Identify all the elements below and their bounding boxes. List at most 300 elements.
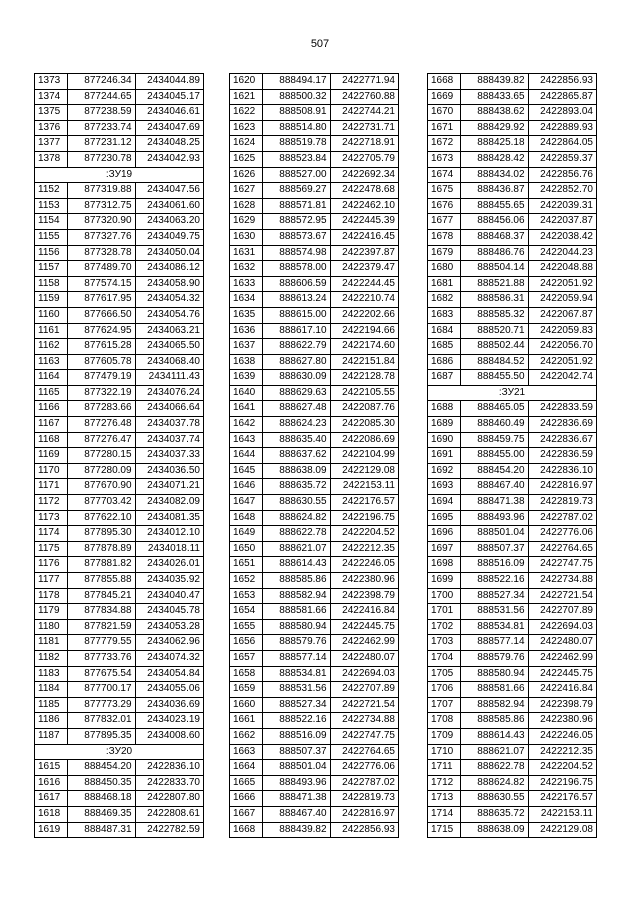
- y-coordinate: 2422397.87: [330, 245, 398, 261]
- x-coordinate: 888493.96: [461, 510, 528, 526]
- x-coordinate: 888534.81: [263, 666, 330, 682]
- point-number: 1173: [35, 510, 68, 526]
- table-row: [230, 323, 399, 339]
- y-coordinate: 2422836.10: [528, 463, 596, 479]
- point-number: 1653: [230, 588, 263, 604]
- point-number: 1651: [230, 557, 263, 573]
- table-row: [230, 479, 399, 495]
- y-coordinate: 2434047.56: [135, 183, 203, 199]
- point-number: 1667: [230, 806, 263, 822]
- x-coordinate: 888469.35: [68, 806, 135, 822]
- x-coordinate: 888471.38: [263, 791, 330, 807]
- table-row: [230, 510, 399, 526]
- point-number: 1634: [230, 292, 263, 308]
- x-coordinate: 877670.90: [68, 479, 135, 495]
- x-coordinate: 888527.34: [461, 588, 528, 604]
- point-number: 1673: [428, 151, 461, 167]
- y-coordinate: 2422128.78: [330, 370, 398, 386]
- x-coordinate: 888516.09: [263, 728, 330, 744]
- y-coordinate: 2422153.11: [528, 806, 596, 822]
- point-number: 1714: [428, 806, 461, 822]
- x-coordinate: 888638.09: [263, 463, 330, 479]
- x-coordinate: 888487.31: [68, 822, 135, 838]
- point-number: 1677: [428, 214, 461, 230]
- y-coordinate: 2422787.02: [330, 775, 398, 791]
- point-number: 1648: [230, 510, 263, 526]
- y-coordinate: 2422731.71: [330, 120, 398, 136]
- y-coordinate: 2422480.07: [528, 635, 596, 651]
- x-coordinate: 877773.29: [68, 697, 135, 713]
- y-coordinate: 2422445.75: [330, 619, 398, 635]
- y-coordinate: 2422734.88: [528, 573, 596, 589]
- table-row: [35, 526, 204, 542]
- y-coordinate: 2422776.06: [528, 526, 596, 542]
- x-coordinate: 888534.81: [461, 619, 528, 635]
- point-number: 1178: [35, 588, 68, 604]
- point-number: 1624: [230, 136, 263, 152]
- point-number: 1647: [230, 495, 263, 511]
- x-coordinate: 888467.40: [263, 806, 330, 822]
- point-number: 1670: [428, 105, 461, 121]
- x-coordinate: 888450.35: [68, 775, 135, 791]
- y-coordinate: 2434053.28: [135, 619, 203, 635]
- x-coordinate: 888622.79: [263, 339, 330, 355]
- x-coordinate: 877821.59: [68, 619, 135, 635]
- table-row: [428, 89, 597, 105]
- point-number: 1642: [230, 417, 263, 433]
- table-row: [428, 463, 597, 479]
- y-coordinate: 2422694.03: [528, 619, 596, 635]
- point-number: 1374: [35, 89, 68, 105]
- y-coordinate: 2422764.65: [330, 744, 398, 760]
- table-row: [428, 510, 597, 526]
- point-number: 1168: [35, 432, 68, 448]
- point-number: 1616: [35, 775, 68, 791]
- y-coordinate: 2422836.59: [528, 448, 596, 464]
- point-number: 1656: [230, 635, 263, 651]
- point-number: 1157: [35, 261, 68, 277]
- x-coordinate: 888531.56: [461, 604, 528, 620]
- y-coordinate: 2422151.84: [330, 354, 398, 370]
- point-number: 1693: [428, 479, 461, 495]
- y-coordinate: 2422176.57: [528, 791, 596, 807]
- point-number: 1699: [428, 573, 461, 589]
- point-number: 1154: [35, 214, 68, 230]
- y-coordinate: 2422747.75: [528, 557, 596, 573]
- y-coordinate: 2422087.76: [330, 401, 398, 417]
- y-coordinate: 2422462.10: [330, 198, 398, 214]
- point-number: 1664: [230, 760, 263, 776]
- y-coordinate: 2422819.73: [330, 791, 398, 807]
- x-coordinate: 888454.20: [461, 463, 528, 479]
- table-row: [35, 448, 204, 464]
- table-row: [35, 401, 204, 417]
- y-coordinate: 2422380.96: [330, 573, 398, 589]
- table-row: [230, 229, 399, 245]
- point-number: 1658: [230, 666, 263, 682]
- y-coordinate: 2434048.25: [135, 136, 203, 152]
- y-coordinate: 2434045.78: [135, 604, 203, 620]
- y-coordinate: 2422210.74: [330, 292, 398, 308]
- point-number: 1162: [35, 339, 68, 355]
- table-row: [230, 822, 399, 838]
- table-row: [230, 448, 399, 464]
- table-row: [230, 760, 399, 776]
- section-label: :ЗУ19: [35, 167, 204, 183]
- point-number: 1643: [230, 432, 263, 448]
- x-coordinate: 888454.20: [68, 760, 135, 776]
- y-coordinate: 2434012.10: [135, 526, 203, 542]
- point-number: 1155: [35, 229, 68, 245]
- y-coordinate: 2422044.23: [528, 245, 596, 261]
- table-row: [230, 682, 399, 698]
- table-row: [428, 183, 597, 199]
- table-row: [35, 198, 204, 214]
- table-row: [428, 448, 597, 464]
- point-number: 1177: [35, 573, 68, 589]
- x-coordinate: 888523.84: [263, 151, 330, 167]
- point-number: 1678: [428, 229, 461, 245]
- table-row: [230, 791, 399, 807]
- x-coordinate: 888468.18: [68, 791, 135, 807]
- x-coordinate: 888577.14: [263, 650, 330, 666]
- point-number: 1696: [428, 526, 461, 542]
- point-number: 1668: [230, 822, 263, 838]
- y-coordinate: 2422764.65: [528, 541, 596, 557]
- x-coordinate: 877489.70: [68, 261, 135, 277]
- x-coordinate: 888459.75: [461, 432, 528, 448]
- x-coordinate: 888613.24: [263, 292, 330, 308]
- x-coordinate: 888614.43: [263, 557, 330, 573]
- table-row: [428, 276, 597, 292]
- point-number: 1633: [230, 276, 263, 292]
- point-number: 1622: [230, 105, 263, 121]
- x-coordinate: 888585.86: [263, 573, 330, 589]
- x-coordinate: 877895.35: [68, 728, 135, 744]
- table-row: [35, 307, 204, 323]
- table-row: [35, 89, 204, 105]
- table-row: [230, 339, 399, 355]
- point-number: 1686: [428, 354, 461, 370]
- y-coordinate: 2422042.74: [528, 370, 596, 386]
- table-row: [428, 74, 597, 90]
- y-coordinate: 2422816.97: [528, 479, 596, 495]
- x-coordinate: 877233.74: [68, 120, 135, 136]
- x-coordinate: 888438.62: [461, 105, 528, 121]
- x-coordinate: 888514.80: [263, 120, 330, 136]
- table-row: [230, 666, 399, 682]
- y-coordinate: 2434054.76: [135, 307, 203, 323]
- point-number: 1668: [428, 74, 461, 90]
- point-number: 1697: [428, 541, 461, 557]
- table-row: [428, 401, 597, 417]
- point-number: 1671: [428, 120, 461, 136]
- x-coordinate: 888465.05: [461, 401, 528, 417]
- point-number: 1676: [428, 198, 461, 214]
- y-coordinate: 2422204.52: [330, 526, 398, 542]
- x-coordinate: 877605.78: [68, 354, 135, 370]
- point-number: 1692: [428, 463, 461, 479]
- x-coordinate: 877320.90: [68, 214, 135, 230]
- y-coordinate: 2434023.19: [135, 713, 203, 729]
- x-coordinate: 888573.67: [263, 229, 330, 245]
- x-coordinate: 888585.86: [461, 713, 528, 729]
- y-coordinate: 2422398.79: [330, 588, 398, 604]
- y-coordinate: 2434074.32: [135, 650, 203, 666]
- y-coordinate: 2434037.74: [135, 432, 203, 448]
- point-number: 1615: [35, 760, 68, 776]
- table-row: [428, 214, 597, 230]
- x-coordinate: 888635.72: [461, 806, 528, 822]
- x-coordinate: 888504.14: [461, 261, 528, 277]
- table-row: [428, 760, 597, 776]
- x-coordinate: 888624.82: [263, 510, 330, 526]
- table-row: [428, 806, 597, 822]
- x-coordinate: 888635.40: [263, 432, 330, 448]
- x-coordinate: 877238.59: [68, 105, 135, 121]
- x-coordinate: 888429.92: [461, 120, 528, 136]
- y-coordinate: 2422865.87: [528, 89, 596, 105]
- y-coordinate: 2434040.47: [135, 588, 203, 604]
- point-number: 1629: [230, 214, 263, 230]
- point-number: 1669: [428, 89, 461, 105]
- x-coordinate: 888627.48: [263, 401, 330, 417]
- x-coordinate: 877322.19: [68, 385, 135, 401]
- y-coordinate: 2422707.89: [528, 604, 596, 620]
- section-row: [428, 385, 597, 401]
- point-number: 1694: [428, 495, 461, 511]
- y-coordinate: 2422856.93: [528, 74, 596, 90]
- y-coordinate: 2422776.06: [330, 760, 398, 776]
- y-coordinate: 2434036.50: [135, 463, 203, 479]
- point-number: 1167: [35, 417, 68, 433]
- point-number: 1639: [230, 370, 263, 386]
- table-row: [428, 635, 597, 651]
- table-row: [230, 495, 399, 511]
- y-coordinate: 2422734.88: [330, 713, 398, 729]
- y-coordinate: 2422104.99: [330, 448, 398, 464]
- y-coordinate: 2434026.01: [135, 557, 203, 573]
- x-coordinate: 888621.07: [461, 744, 528, 760]
- y-coordinate: 2422048.88: [528, 261, 596, 277]
- table-row: [35, 151, 204, 167]
- point-number: 1635: [230, 307, 263, 323]
- x-coordinate: 888630.09: [263, 370, 330, 386]
- y-coordinate: 2434063.20: [135, 214, 203, 230]
- table-row: [230, 635, 399, 651]
- x-coordinate: 888455.00: [461, 448, 528, 464]
- x-coordinate: 888577.14: [461, 635, 528, 651]
- x-coordinate: 888630.55: [461, 791, 528, 807]
- table-row: [230, 214, 399, 230]
- y-coordinate: 2434062.96: [135, 635, 203, 651]
- point-number: 1174: [35, 526, 68, 542]
- y-coordinate: 2434066.64: [135, 401, 203, 417]
- x-coordinate: 888627.80: [263, 354, 330, 370]
- point-number: 1665: [230, 775, 263, 791]
- x-coordinate: 888467.40: [461, 479, 528, 495]
- x-coordinate: 877283.66: [68, 401, 135, 417]
- point-number: 1376: [35, 120, 68, 136]
- table-row: [230, 198, 399, 214]
- point-number: 1187: [35, 728, 68, 744]
- point-number: 1626: [230, 167, 263, 183]
- point-number: 1654: [230, 604, 263, 620]
- point-number: 1175: [35, 541, 68, 557]
- table-row: [35, 635, 204, 651]
- table-row: [428, 151, 597, 167]
- x-coordinate: 888637.62: [263, 448, 330, 464]
- y-coordinate: 2434068.40: [135, 354, 203, 370]
- y-coordinate: 2422153.11: [330, 479, 398, 495]
- point-number: 1702: [428, 619, 461, 635]
- table-row: [428, 136, 597, 152]
- x-coordinate: 888460.49: [461, 417, 528, 433]
- y-coordinate: 2422416.84: [330, 604, 398, 620]
- point-number: 1659: [230, 682, 263, 698]
- point-number: 1675: [428, 183, 461, 199]
- point-number: 1650: [230, 541, 263, 557]
- y-coordinate: 2422480.07: [330, 650, 398, 666]
- point-number: 1627: [230, 183, 263, 199]
- table-row: [230, 167, 399, 183]
- x-coordinate: 888516.09: [461, 557, 528, 573]
- x-coordinate: 888425.18: [461, 136, 528, 152]
- table-row: [230, 573, 399, 589]
- coordinates-table-1: [34, 73, 204, 838]
- point-number: 1691: [428, 448, 461, 464]
- y-coordinate: 2422833.59: [528, 401, 596, 417]
- x-coordinate: 888507.37: [263, 744, 330, 760]
- y-coordinate: 2422721.54: [528, 588, 596, 604]
- y-coordinate: 2422760.88: [330, 89, 398, 105]
- x-coordinate: 888527.00: [263, 167, 330, 183]
- y-coordinate: 2434018.11: [135, 541, 203, 557]
- table-row: [35, 183, 204, 199]
- table-row: [428, 728, 597, 744]
- point-number: 1170: [35, 463, 68, 479]
- y-coordinate: 2422707.89: [330, 682, 398, 698]
- table-row: [230, 744, 399, 760]
- table-row: [230, 370, 399, 386]
- point-number: 1698: [428, 557, 461, 573]
- table-row: [230, 385, 399, 401]
- table-row: [428, 822, 597, 838]
- point-number: 1619: [35, 822, 68, 838]
- table-row: [428, 370, 597, 386]
- point-number: 1640: [230, 385, 263, 401]
- table-row: [230, 728, 399, 744]
- y-coordinate: 2422398.79: [528, 697, 596, 713]
- section-row: [35, 744, 204, 760]
- x-coordinate: 888519.78: [263, 136, 330, 152]
- point-number: 1641: [230, 401, 263, 417]
- point-number: 1663: [230, 744, 263, 760]
- table-row: [35, 323, 204, 339]
- table-row: [35, 276, 204, 292]
- point-number: 1666: [230, 791, 263, 807]
- table-row: [35, 573, 204, 589]
- point-number: 1685: [428, 339, 461, 355]
- table-row: [35, 760, 204, 776]
- x-coordinate: 888527.34: [263, 697, 330, 713]
- table-row: [35, 214, 204, 230]
- x-coordinate: 877779.55: [68, 635, 135, 651]
- point-number: 1637: [230, 339, 263, 355]
- table-row: [35, 292, 204, 308]
- table-row: [35, 229, 204, 245]
- table-row: [35, 261, 204, 277]
- x-coordinate: 888507.37: [461, 541, 528, 557]
- x-coordinate: 877700.17: [68, 682, 135, 698]
- y-coordinate: 2422787.02: [528, 510, 596, 526]
- x-coordinate: 888439.82: [263, 822, 330, 838]
- coordinates-table-3: [427, 73, 597, 838]
- section-label: :ЗУ20: [35, 744, 204, 760]
- x-coordinate: 877624.95: [68, 323, 135, 339]
- x-coordinate: 888428.42: [461, 151, 528, 167]
- x-coordinate: 888501.04: [263, 760, 330, 776]
- point-number: 1182: [35, 650, 68, 666]
- y-coordinate: 2422416.84: [528, 682, 596, 698]
- x-coordinate: 888500.32: [263, 89, 330, 105]
- table-row: [35, 666, 204, 682]
- y-coordinate: 2422816.97: [330, 806, 398, 822]
- y-coordinate: 2434050.04: [135, 245, 203, 261]
- x-coordinate: 877832.01: [68, 713, 135, 729]
- y-coordinate: 2434063.21: [135, 323, 203, 339]
- table-row: [35, 541, 204, 557]
- table-row: [428, 604, 597, 620]
- x-coordinate: 888586.31: [461, 292, 528, 308]
- x-coordinate: 888574.98: [263, 245, 330, 261]
- x-coordinate: 888569.27: [263, 183, 330, 199]
- table-row: [230, 307, 399, 323]
- table-row: [230, 526, 399, 542]
- y-coordinate: 2422692.34: [330, 167, 398, 183]
- table-row: [230, 432, 399, 448]
- y-coordinate: 2422176.57: [330, 495, 398, 511]
- table-row: [230, 136, 399, 152]
- point-number: 1700: [428, 588, 461, 604]
- point-number: 1644: [230, 448, 263, 464]
- x-coordinate: 888501.04: [461, 526, 528, 542]
- table-row: [35, 136, 204, 152]
- point-number: 1683: [428, 307, 461, 323]
- table-row: [428, 744, 597, 760]
- table-row: [428, 713, 597, 729]
- point-number: 1378: [35, 151, 68, 167]
- point-number: 1165: [35, 385, 68, 401]
- x-coordinate: 888522.16: [461, 573, 528, 589]
- point-number: 1680: [428, 261, 461, 277]
- table-row: [35, 822, 204, 838]
- y-coordinate: 2422864.05: [528, 136, 596, 152]
- x-coordinate: 877231.12: [68, 136, 135, 152]
- y-coordinate: 2422836.69: [528, 417, 596, 433]
- x-coordinate: 877328.78: [68, 245, 135, 261]
- point-number: 1164: [35, 370, 68, 386]
- table-row: [35, 495, 204, 511]
- y-coordinate: 2434037.33: [135, 448, 203, 464]
- y-coordinate: 2422833.70: [135, 775, 203, 791]
- x-coordinate: 888433.65: [461, 89, 528, 105]
- x-coordinate: 888624.23: [263, 417, 330, 433]
- x-coordinate: 888582.94: [461, 697, 528, 713]
- table-row: [428, 120, 597, 136]
- table-row: [230, 806, 399, 822]
- x-coordinate: 888585.32: [461, 307, 528, 323]
